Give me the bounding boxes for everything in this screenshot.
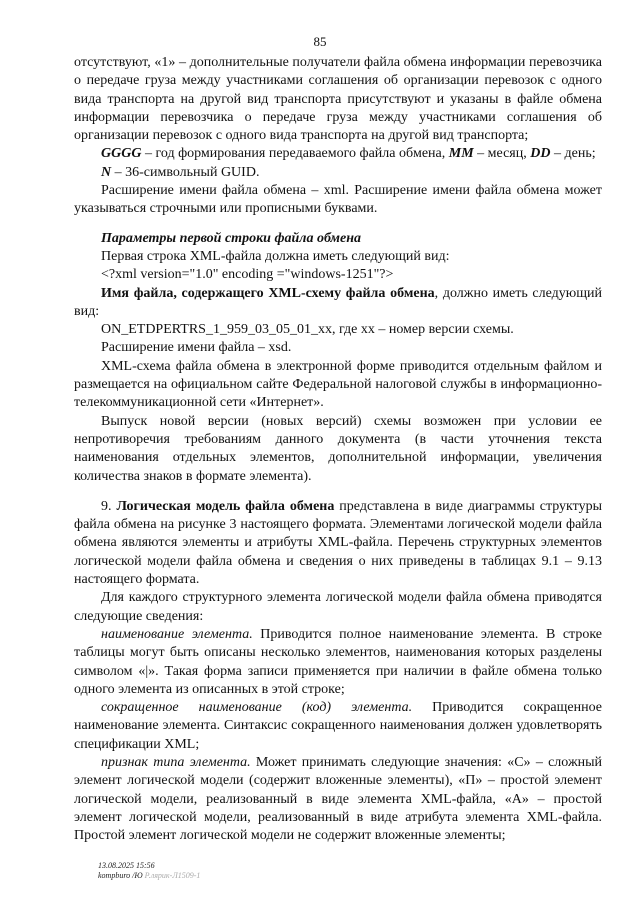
term-gggg: GGGG [101,146,142,162]
paragraph-schema-publish: XML-схема файла обмена в электронной форме приводится отдельным файлом и размещается на официальном сайте Федеральной налоговой службы в информационно-телекоммуникационной сети «Интернет». [74,358,602,411]
text: – год формирования передаваемого файла обмена, [141,146,449,162]
footer-author-line [98,871,200,881]
text: Приводится сокращенное наименование элемента. Синтаксис сокращенного наименования должен удовлетворять спецификации XML; [74,700,602,752]
bold-text: Логическая модель файла обмена [116,498,335,514]
paragraph-gggg [74,145,602,163]
text: Приводится полное наименование элемента. В строке таблицы могут быть описаны несколько элементов, наименования которых разделены символом «|». Такая форма записи применяется при наличии в файле обмена только одного элемента из описанных в этой строке; [74,626,602,697]
paragraph-short-name [74,699,602,754]
footer-date: 13.08.2025 15:56 [98,861,155,870]
item-number: 9. [101,498,117,514]
paragraph-new-version: Выпуск новой версии (новых версий) схемы возможен при условии ее непротиворечия требованиям данного документа (в части уточнения текста наименования отдельных элементов, дополнительной информации, увеличения количества знаков в формате элемента). [74,413,602,484]
paragraph-schema-name [74,285,602,322]
footer-stamp [98,861,200,881]
footer-author: kompburo /Ю [98,871,143,880]
text: – день; [550,146,596,162]
schema-extension: Расширение имени файла – xsd. [101,340,292,356]
document-body [74,54,602,845]
paragraph-extension: Расширение имени файла обмена – xml. Расширение имени файла обмена может указываться строчными или прописными буквами. [74,183,602,217]
text: , должно иметь следующий вид: [74,285,603,319]
paragraph-naim [74,626,602,699]
paragraph-guid [74,164,602,182]
section-heading: Параметры первой строки файла обмена [101,230,361,246]
paragraph-type [74,754,602,845]
italic-term: наименование элемента. [101,626,253,642]
italic-term: признак типа элемента. [101,754,251,770]
paragraph-continuation: отсутствуют, «1» – дополнительные получатели файла обмена информации перевозчика о передаче груза между участниками соглашения об организации перевозок с одного вида транспорта на другой вид транспорта присутствуют и указаны в файле обмена информации перевозчика о передаче груза между участниками соглашения об организации перевозок с одного вида транспорта на другой вид транспорта; [74,55,602,144]
text: представлена в виде диаграммы структуры файла обмена на рисунке 3 настоящего формата. Элементами логической модели файла обмена являются элементы и атрибуты XML-файла. Перечень структурных элементов логической модели файла обмена и сведения о них приведены в таблицах 9.1 – 9.13 настоящего формата. [74,498,603,588]
text: Может принимать следующие значения: «С» – сложный элемент логической модели (содержит вложенные элементы), «П» – простой элемент логической модели, реализованный в виде элемента XML-файла, «А» – простой элемент логической модели, реализованный в виде атрибута элемента XML-файла. Простой элемент логической модели не содержит вложенные элементы; [74,754,603,844]
footer-tail: Р.лярик-Л1509-1 [144,871,201,880]
paragraph-each-element: Для каждого структурного элемента логической модели файла обмена приводятся следующие сведения: [74,590,602,624]
term-dd: DD [530,146,551,162]
term-n: N [101,164,112,180]
paragraph-item-9 [74,498,602,589]
term-mm: MM [448,146,474,162]
text: – месяц, [473,146,531,162]
paragraph-first-line: Первая строка XML-файла должна иметь следующий вид: [101,248,450,264]
schema-file-name: ON_ETDPERTRS_1_959_03_05_01_xx, где xx – номер версии схемы. [101,322,514,338]
xml-declaration: <?xml version="1.0" encoding ="windows-1251"?> [101,267,394,283]
italic-term: сокращенное наименование (код) элемента. [101,700,413,716]
bold-text: Имя файла, содержащего XML-схему файла обмена [101,285,435,301]
page-number: 85 [313,34,327,49]
text: – 36-символьный GUID. [111,164,260,180]
